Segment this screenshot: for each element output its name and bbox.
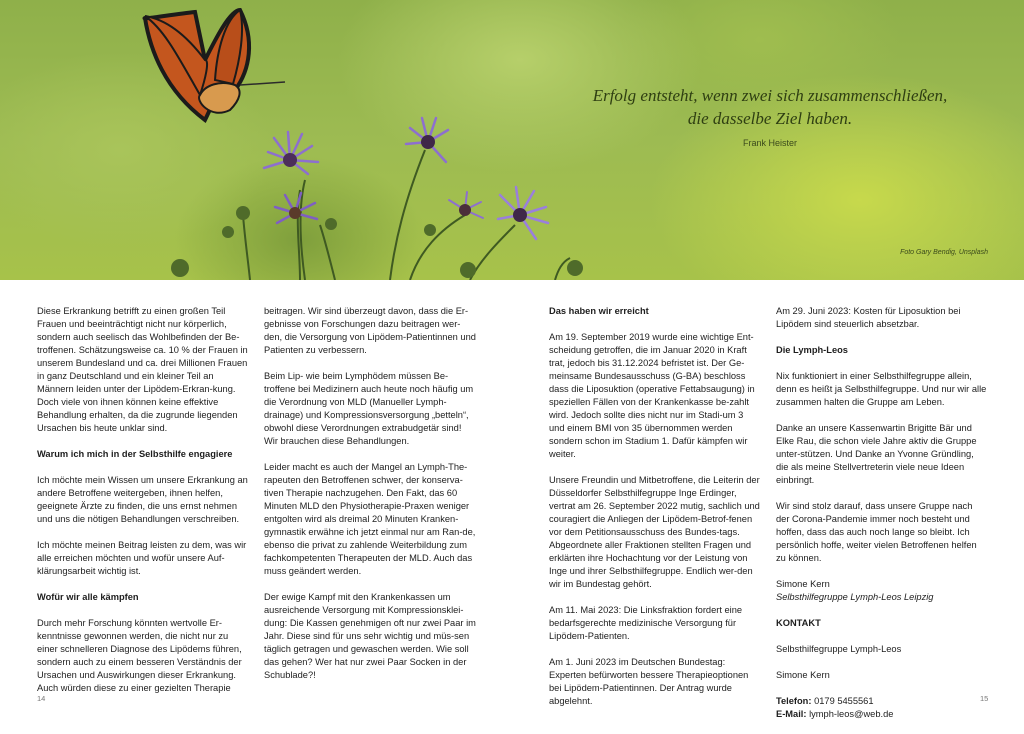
paragraph: Danke an unsere Kassenwartin Brigitte Bär und Elke Rau, die schon viele Jahre aktiv die Gruppe unter-stützen. Und Danke an Yvonne Gründling, die als meine Stellvertreterin viele neue Ideen einbringt.	[776, 423, 977, 485]
paragraph: Unsere Freundin und Mitbetroffene, die Leiterin der Düsseldorfer Selbsthilfegruppe Inge Erdinger, vertrat am 26. September 2022 mutig, sachlich und couragiert die Anliegen der Lipödem-Betrof-fenen vor dem Petitionsausschuss des Bundes-tags. Abgeordnete aller Fraktionen stellten Fragen und erklärten ihre Hochachtung vor der Leistung von Inge und ihrer Selbsthilfegruppe. Endlich wer-den wir im Bundestag gehört.	[549, 475, 760, 589]
butterfly-icon	[145, 10, 285, 120]
section-heading: Wofür wir alle kämpfen	[37, 592, 139, 602]
signature-name: Simone Kern	[776, 579, 830, 589]
paragraph: Wir sind stolz darauf, dass unsere Gruppe nach der Corona-Pandemie immer noch besteht und hoffen, dass das auch noch lange so bleibt. Ich persönlich hoffe, weiter vielen Betroffenen helfen zu können.	[776, 501, 977, 563]
quote	[560, 84, 980, 130]
page-number-left: 14	[37, 694, 46, 703]
signature-organization: Selbsthilfegruppe Lymph-Leos Leipzig	[776, 592, 934, 602]
contact-heading: KONTAKT	[776, 618, 821, 628]
paragraph: Am 11. Mai 2023: Die Linksfraktion fordert eine bedarfsgerechte medizinische Versorgung für Lipödem-Patienten.	[549, 605, 743, 641]
phone-label: Telefon:	[776, 696, 812, 706]
signature	[776, 578, 988, 604]
paragraph: Beim Lip- wie beim Lymphödem müssen Be-troffene bei Medizinern auch heute noch häufig um die Verordnung von MLD (Manueller Lymph-drainage) und Kompressionsversorgung „betteln“, obwohl diese Verordnungen extrabudgetär sind! Wir brauchen diese Behandlungen.	[264, 371, 474, 446]
aster-flower-icon	[264, 118, 548, 239]
contact-phone	[776, 695, 988, 708]
section-heading: Das haben wir erreicht	[549, 306, 649, 316]
photo-credit: Foto Gary Bendig, Unsplash	[900, 249, 988, 256]
quote-line-2: die dasselbe Ziel haben.	[687, 109, 853, 128]
section-heading: Warum ich mich in der Selbsthilfe engagiere	[37, 449, 233, 459]
page-number-right: 15	[980, 694, 989, 703]
phone-value[interactable]: 0179 5455561	[814, 696, 874, 706]
paragraph: Durch mehr Forschung könnten wertvolle Er-kenntnisse gewonnen werden, die nicht nur zu einer schnelleren Diagnose des Lipödems führen, sondern auch zu einem besseren Verständnis der Ursachen und Auswirkungen dieser Erkrankung. Auch würden diese zu einer gezielten Therapie	[37, 618, 242, 693]
paragraph: beitragen. Wir sind überzeugt davon, dass die Er-gebnisse von Forschungen dazu beitragen wer-den, die Versorgung von Lipödem-Patientinnen und Patienten zu verbessern.	[264, 306, 476, 355]
contact-person: Simone Kern	[776, 670, 830, 680]
right-page-column-1	[549, 305, 761, 721]
right-page-column-2	[776, 305, 988, 734]
email-label: E-Mail:	[776, 709, 807, 719]
paragraph: Der ewige Kampf mit den Krankenkassen um ausreichende Versorgung mit Kompressionsklei-dung: Die Kassen genehmigen oft nur zwei Paar im Jahr. Diese sind für uns sehr wichtig und müs-sen täglich getragen und gewaschen werden. Wie soll das gehen? Wer hat nur zwei Paar Socken in der Schublade?!	[264, 592, 476, 680]
paragraph: Leider macht es auch der Mangel an Lymph-The-rapeuten den Betroffenen schwer, der konserva-tiven Therapie nachzugehen. Den Fakt, das 60 Minuten MLD den Physiotherapie-Praxen weniger entgolten wird als dreimal 20 Minuten Kranken-gymnastik erwähne ich jetzt einmal nur am Ran-de, ebenso die privat zu zahlende Weiterbildung zum fachkompetenten Therapeuten der MLD. Auch das muss geändert werden.	[264, 462, 476, 576]
hero-photo	[0, 0, 1024, 280]
contact-email	[776, 708, 988, 721]
paragraph: Am 19. September 2019 wurde eine wichtige Ent-scheidung getroffen, die im Januar 2020 in Kraft trat, jedoch bis 31.12.2024 befristet ist. Der Ge-meinsame Bundesausschuss (G-BA) beschloss dass die Liposuktion (operative Fettabsaugung) in speziellen Fällen von der Krankenkasse be-zahlt wird. Jedoch sollte dies nicht nur im Stadi-um 3 und einem BMI von 35 übernommen werden sondern schon im Stadium 1. Dafür kämpfen wir weiter.	[549, 332, 755, 459]
paragraph: Nix funktioniert in einer Selbsthilfegruppe allein, denn es heißt ja Selbsthilfegruppe. Und nur wir alle zusammen halten die Gruppe am Leben.	[776, 371, 987, 407]
left-page-column-2	[264, 305, 476, 695]
paragraph: Am 1. Juni 2023 im Deutschen Bundestag: Experten befürworten bessere Therapieoptionen bei Lipödem-Patientinnen. Der Antrag wurde abgelehnt.	[549, 657, 749, 706]
intro-paragraph: Diese Erkrankung betrifft zu einen großen Teil Frauen und beeinträchtigt nicht nur körperlich, sondern auch seelisch das Wohlbefinden der Be-troffenen. Schätzungsweise ca. 10 % der Frauen in unserem Bundesland und ca. drei Millionen Frauen in ganz Deutschland und ein kleiner Teil an Männern leiden unter der Lipödem-Erkran-kung. Doch viele von ihnen können keine effektive Behandlung erhalten, da die zugrunde liegenden Ursachen bis heute unklar sind.	[37, 306, 248, 433]
paragraph: Ich möchte mein Wissen um unsere Erkrankung an andere Betroffene weitergeben, ihnen helfen, geeignete Ärzte zu finden, die uns ernst nehmen und uns die nötigen Behandlungen verschreiben.	[37, 475, 248, 524]
quote-line-1: Erfolg entsteht, wenn zwei sich zusammenschließen,	[592, 86, 948, 105]
quote-author: Frank Heister	[742, 138, 797, 148]
contact-details	[776, 695, 988, 721]
paragraph: Am 29. Juni 2023: Kosten für Liposuktion bei Lipödem sind steuerlich absetzbar.	[776, 306, 961, 329]
section-heading: Die Lymph-Leos	[776, 345, 848, 355]
left-page-column-1	[37, 305, 249, 708]
email-value[interactable]: lymph-leos@web.de	[809, 709, 894, 719]
paragraph: Ich möchte meinen Beitrag leisten zu dem, was wir alle erreichen möchten und wofür unsere Auf-klärungsarbeit wichtig ist.	[37, 540, 247, 576]
contact-organization: Selbsthilfegruppe Lymph-Leos	[776, 644, 902, 654]
